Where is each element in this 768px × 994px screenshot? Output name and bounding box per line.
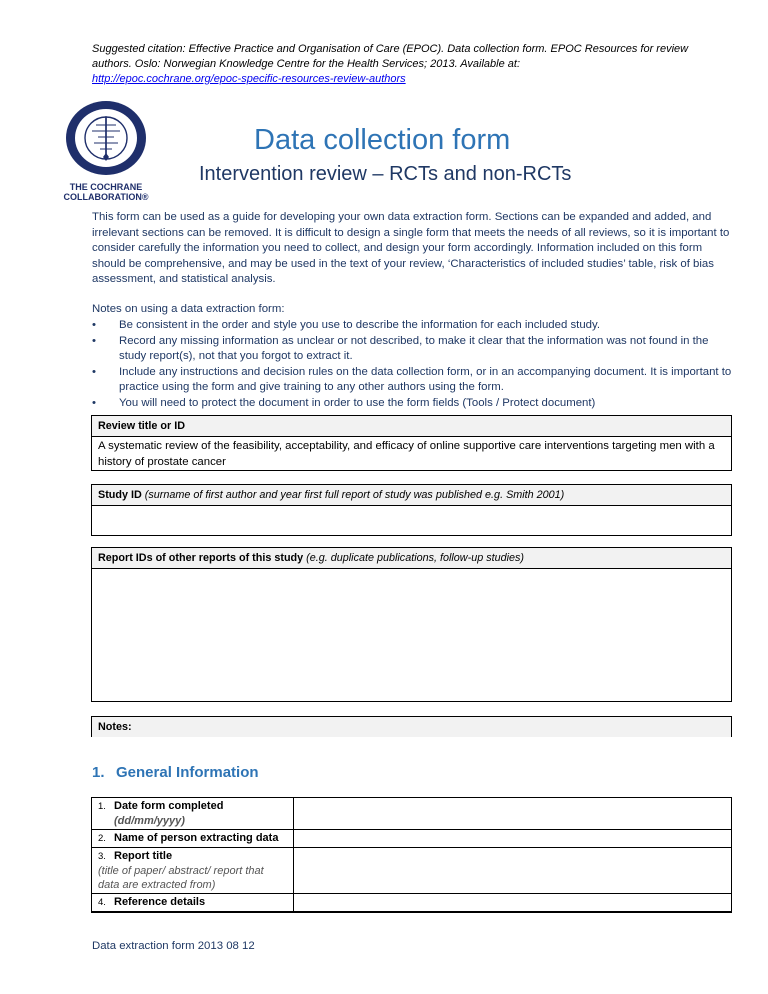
document-subtitle: Intervention review – RCTs and non-RCTs	[199, 163, 572, 185]
row-label-cell	[92, 830, 294, 848]
notes-bullet-list	[92, 318, 732, 411]
table-row	[92, 894, 732, 913]
intro-paragraph: This form can be used as a guide for developing your own data extraction form. Sections can be expanded and added, and irrelevant sections can be removed. It is difficult to design a single form that meets the needs of all reviews, so it is important to consider carefully the information you need to collect, and design your form accordingly. Information included on this form should be comprehensive, and may be used in the text of your review, ‘Characteristics of included studies’ table, risk of bias assessment, and statistical analysis.	[92, 211, 730, 285]
list-item: • Record any missing information as unclear or not described, to make it clear that the information was not found in the study report(s), not that you forgot to extract it.	[92, 334, 732, 365]
row-number: 2.	[98, 833, 106, 844]
table-row	[92, 830, 732, 848]
table-row	[92, 848, 732, 894]
report-ids-label: Report IDs of other reports of this study	[98, 552, 304, 564]
notes-heading: Notes on using a data extraction form:	[92, 303, 285, 315]
review-title-field[interactable]: A systematic review of the feasibility, acceptability, and efficacy of online supportive care interventions targeting men with a history of prostate cancer	[98, 440, 715, 468]
cochrane-logo-icon	[62, 98, 150, 178]
study-id-hint: (surname of first author and year first full report of study was published e.g. Smith 2001)	[144, 489, 565, 501]
list-item: • Include any instructions and decision rules on the data collection form, or in an accompanying document. It is important to practice using the form and give training to any other authors using the form.	[92, 365, 732, 396]
citation-text: Suggested citation: Effective Practice and Organisation of Care (EPOC). Data collection form. EPOC Resources for review authors. Oslo: Norwegian Knowledge Centre for the Health Services; 2013. Available at:	[92, 43, 689, 70]
row-label-cell	[92, 894, 294, 913]
row-number: 4.	[98, 897, 106, 908]
section-title: General Information	[116, 764, 259, 781]
section-number: 1.	[92, 764, 105, 781]
table-row	[92, 798, 732, 830]
cochrane-logo	[58, 98, 154, 202]
row-label-cell	[92, 798, 294, 830]
row-number: 3.	[98, 851, 106, 862]
row-sub-label: (dd/mm/yyyy)	[114, 815, 185, 827]
notes-label-cell	[92, 717, 731, 737]
study-id-box	[91, 484, 732, 536]
section-heading-general-information	[92, 764, 259, 781]
report-ids-hint: (e.g. duplicate publications, follow-up studies)	[306, 552, 525, 564]
list-item: • You will need to protect the document in order to use the form fields (Tools / Protect document)	[92, 396, 732, 412]
study-id-label: Study ID	[98, 489, 142, 501]
logo-line-2: COLLABORATION®	[63, 192, 149, 202]
list-item: • Be consistent in the order and style you use to describe the information for each included study.	[92, 318, 732, 334]
report-ids-field[interactable]	[92, 569, 731, 701]
row-label: Reference details	[114, 896, 206, 908]
review-title-label-cell	[92, 416, 731, 437]
row-label: Report title	[114, 850, 173, 862]
row-label: Name of person extracting data	[114, 832, 279, 844]
suggested-citation	[92, 42, 692, 87]
general-information-table	[91, 797, 732, 913]
row-label: Date form completed	[114, 800, 224, 812]
review-title-box	[91, 415, 732, 471]
person-extracting-field[interactable]	[294, 830, 732, 848]
citation-link[interactable]: http://epoc.cochrane.org/epoc-specific-resources-review-authors	[92, 73, 406, 85]
document-title: Data collection form	[254, 124, 511, 156]
row-label-cell	[92, 848, 294, 894]
logo-line-1: THE COCHRANE	[69, 182, 143, 192]
reference-details-field[interactable]	[294, 894, 732, 913]
logo-wordmark	[58, 182, 154, 202]
study-id-field[interactable]	[92, 506, 731, 536]
review-title-label: Review title or ID	[98, 420, 185, 432]
row-sub-label: (title of paper/ abstract/ report that data are extracted from)	[98, 865, 264, 891]
report-title-field[interactable]	[294, 848, 732, 894]
row-number: 1.	[98, 801, 106, 812]
notes-label: Notes:	[98, 721, 132, 733]
study-id-label-cell	[92, 485, 731, 506]
report-ids-box	[91, 547, 732, 702]
notes-box[interactable]	[91, 716, 732, 737]
report-ids-label-cell	[92, 548, 731, 569]
page-footer: Data extraction form 2013 08 12	[92, 940, 255, 952]
date-completed-field[interactable]	[294, 798, 732, 830]
